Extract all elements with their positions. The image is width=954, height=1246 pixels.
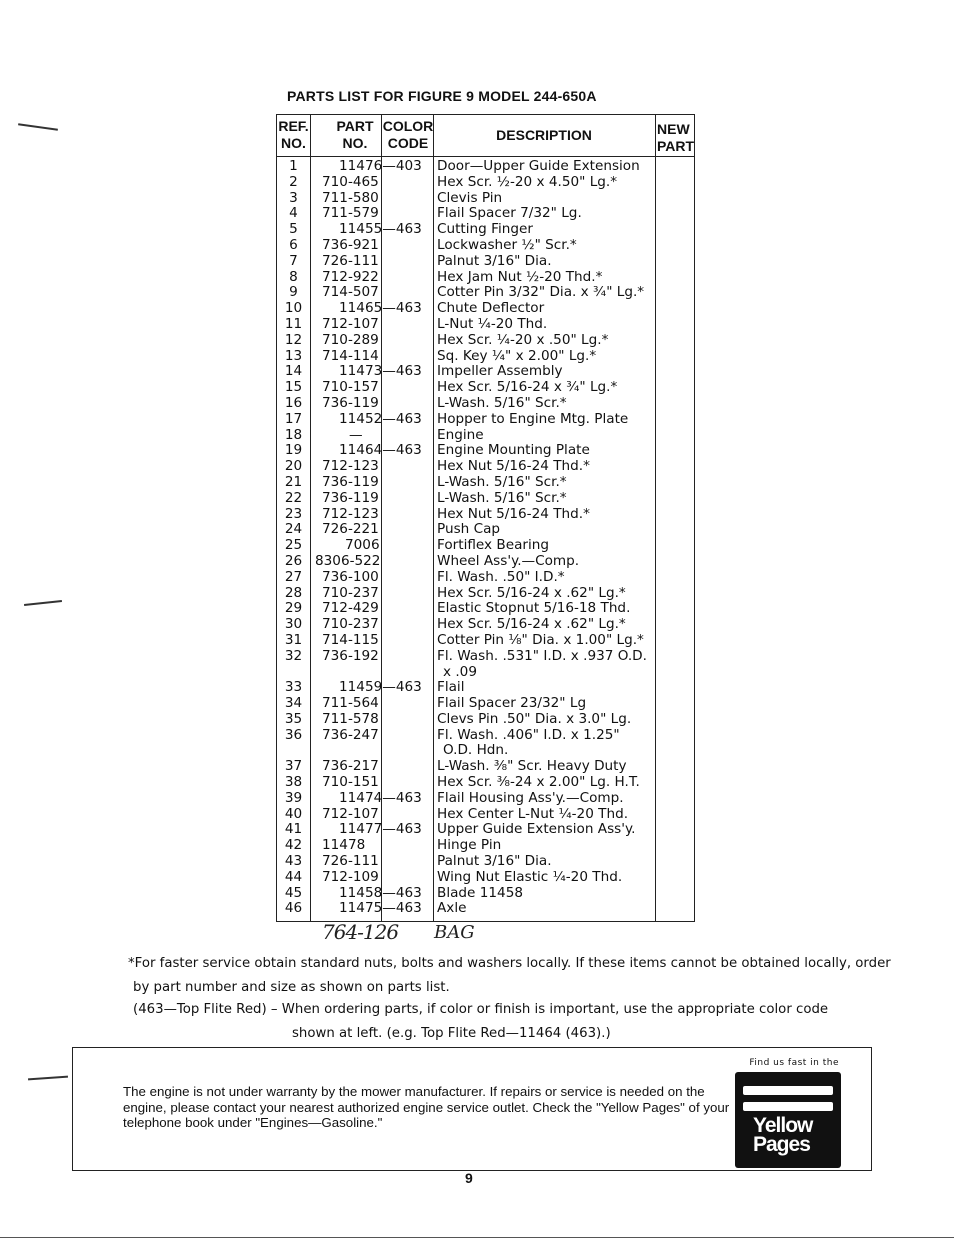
logo-line-1: Yellow bbox=[753, 1114, 813, 1137]
part-description: x .09 bbox=[443, 663, 477, 680]
ref-number: 30 bbox=[284, 616, 303, 633]
part-number: 712-107 bbox=[322, 805, 379, 822]
table-row bbox=[277, 522, 694, 538]
handwritten-note: 764-126 bbox=[322, 920, 399, 944]
part-description: Chute Deflector bbox=[437, 300, 545, 317]
ref-number: 8 bbox=[289, 268, 298, 285]
ref-number: 34 bbox=[284, 695, 303, 712]
logo-band bbox=[743, 1086, 833, 1095]
part-number: 736-217 bbox=[322, 758, 379, 775]
part-description: Engine Mounting Plate bbox=[437, 442, 590, 459]
part-number: 11473—463 bbox=[339, 363, 422, 380]
part-description: Fortiflex Bearing bbox=[437, 537, 550, 554]
header-new-part bbox=[657, 121, 695, 155]
part-description: Hex Nut 5/16-24 Thd.* bbox=[437, 458, 590, 475]
header-new-line1: NEW bbox=[657, 121, 690, 137]
part-description: Fl. Wash. .406" I.D. x 1.25" bbox=[437, 726, 620, 743]
part-number: 11465—463 bbox=[339, 300, 422, 317]
part-description: Hex Scr. 5/16-24 x .62" Lg.* bbox=[437, 616, 626, 633]
table-row bbox=[277, 538, 694, 554]
part-description: Hex Nut 5/16-24 Thd.* bbox=[437, 505, 590, 522]
part-description: Palnut 3/16" Dia. bbox=[437, 853, 552, 870]
header-part-line2: NO. bbox=[342, 135, 368, 151]
ref-number: 41 bbox=[284, 821, 303, 838]
table-row bbox=[277, 728, 694, 744]
part-number: 712-123 bbox=[322, 505, 379, 522]
parts-list-title: PARTS LIST FOR FIGURE 9 MODEL 244-650A bbox=[287, 88, 597, 104]
table-row bbox=[277, 570, 694, 586]
ref-number: 19 bbox=[284, 442, 303, 459]
part-description: Elastic Stopnut 5/16-18 Thd. bbox=[437, 600, 631, 617]
part-description: L-Wash. 5/16" Scr.* bbox=[437, 473, 567, 490]
table-row bbox=[277, 175, 694, 191]
table-row bbox=[277, 901, 694, 917]
part-description: O.D. Hdn. bbox=[443, 742, 509, 759]
part-description: L-Nut ¼-20 Thd. bbox=[437, 315, 548, 332]
part-description: Wheel Ass'y.—Comp. bbox=[437, 552, 580, 569]
part-description: L-Wash. 5/16" Scr.* bbox=[437, 394, 567, 411]
ref-number: 35 bbox=[284, 710, 303, 727]
part-number: 712-109 bbox=[322, 868, 379, 885]
part-number: 710-237 bbox=[322, 584, 379, 601]
ref-number: 24 bbox=[284, 521, 303, 538]
header-color-line1: COLOR bbox=[382, 118, 434, 134]
part-number: 736-921 bbox=[322, 236, 379, 253]
part-number: 736-119 bbox=[322, 473, 379, 490]
part-number: 7006 bbox=[345, 537, 380, 554]
part-number: 736-119 bbox=[322, 394, 379, 411]
table-row bbox=[277, 807, 694, 823]
part-number: 710-289 bbox=[322, 331, 379, 348]
logo-text bbox=[753, 1116, 812, 1154]
ref-number: 14 bbox=[284, 363, 303, 380]
part-description: Cotter Pin 3/32" Dia. x ¾" Lg.* bbox=[437, 284, 645, 301]
table-row bbox=[277, 159, 694, 175]
table-row bbox=[277, 380, 694, 396]
ref-number: 26 bbox=[284, 552, 303, 569]
part-number: 711-564 bbox=[322, 695, 379, 712]
ref-number: 21 bbox=[284, 473, 303, 490]
parts-table bbox=[276, 114, 695, 922]
part-number: 11476—403 bbox=[339, 158, 422, 174]
ref-number: 28 bbox=[284, 584, 303, 601]
ref-number: 46 bbox=[284, 900, 303, 917]
table-row bbox=[277, 459, 694, 475]
part-description: Upper Guide Extension Ass'y. bbox=[437, 821, 636, 838]
part-description: Hex Scr. ¼-20 x .50" Lg.* bbox=[437, 331, 609, 348]
part-number: 714-115 bbox=[322, 631, 379, 648]
table-row bbox=[277, 222, 694, 238]
table-row bbox=[277, 254, 694, 270]
part-number: 714-507 bbox=[322, 284, 379, 301]
scan-mark bbox=[18, 123, 58, 131]
part-description: Axle bbox=[437, 900, 467, 917]
ref-number: 23 bbox=[284, 505, 303, 522]
part-number: 11459—463 bbox=[339, 679, 422, 696]
part-number: 11455—463 bbox=[339, 221, 422, 238]
ref-number: 32 bbox=[284, 647, 303, 664]
notice-text: The engine is not under warranty by the mower manufacturer. If repairs or service is needed on the engine, please contact your nearest authorized engine service outlet. Check the "Yellow Pages" of your telephone book under "Engines—Gasoline." bbox=[123, 1084, 730, 1130]
footnote-line-1: *For faster service obtain standard nuts, bolts and washers locally. If these items cannot be obtained locally, order bbox=[128, 956, 891, 971]
table-row bbox=[277, 364, 694, 380]
ref-number: 22 bbox=[284, 489, 303, 506]
part-number: 726-111 bbox=[322, 252, 379, 269]
parts-rows bbox=[277, 159, 694, 917]
table-row bbox=[277, 333, 694, 349]
header-ref bbox=[277, 118, 310, 152]
table-row bbox=[277, 317, 694, 333]
ref-number: 45 bbox=[284, 884, 303, 901]
part-number: 736-119 bbox=[322, 489, 379, 506]
table-row bbox=[277, 696, 694, 712]
part-description: Flail bbox=[437, 679, 465, 696]
part-number: 712-429 bbox=[322, 600, 379, 617]
part-description: Cutting Finger bbox=[437, 221, 533, 238]
ref-number: 25 bbox=[284, 537, 303, 554]
table-row bbox=[277, 743, 694, 759]
header-ref-line2: NO. bbox=[281, 135, 306, 151]
find-us-caption: Find us fast in the bbox=[749, 1058, 839, 1068]
ref-number: 43 bbox=[284, 853, 303, 870]
header-description: DESCRIPTION bbox=[496, 127, 592, 143]
table-row bbox=[277, 633, 694, 649]
part-number: 11474—463 bbox=[339, 789, 422, 806]
table-row bbox=[277, 270, 694, 286]
table-row bbox=[277, 475, 694, 491]
header-color-line2: CODE bbox=[387, 135, 429, 151]
ref-number: 3 bbox=[289, 189, 298, 206]
ref-number: 11 bbox=[284, 315, 303, 332]
yellow-pages-logo bbox=[735, 1072, 841, 1168]
part-number: 11478 bbox=[322, 837, 366, 854]
table-row bbox=[277, 759, 694, 775]
footnote-line-3: (463—Top Flite Red) – When ordering parts, if color or finish is important, use the appropriate color code bbox=[133, 1002, 829, 1017]
part-description: Hex Center L-Nut ¼-20 Thd. bbox=[437, 805, 629, 822]
table-row bbox=[277, 507, 694, 523]
part-number: 11452—463 bbox=[339, 410, 422, 427]
part-number: 712-107 bbox=[322, 315, 379, 332]
part-description: Clevs Pin .50" Dia. x 3.0" Lg. bbox=[437, 710, 632, 727]
table-row bbox=[277, 238, 694, 254]
part-description: L-Wash. 5/16" Scr.* bbox=[437, 489, 567, 506]
ref-number: 20 bbox=[284, 458, 303, 475]
ref-number: 7 bbox=[289, 252, 298, 269]
part-description: Hex Scr. ½-20 x 4.50" Lg.* bbox=[437, 173, 618, 190]
header-ref-line1: REF. bbox=[278, 118, 309, 134]
part-number: 11464—463 bbox=[339, 442, 422, 459]
ref-number: 9 bbox=[289, 284, 298, 301]
part-number: 11477—463 bbox=[339, 821, 422, 838]
logo-line-2: Pages bbox=[753, 1133, 810, 1156]
table-row bbox=[277, 854, 694, 870]
header-part-line1: PART bbox=[336, 118, 374, 134]
part-description: Hex Scr. 5/16-24 x .62" Lg.* bbox=[437, 584, 626, 601]
footnote-line-2: by part number and size as shown on parts list. bbox=[133, 980, 450, 995]
ref-number: 17 bbox=[284, 410, 303, 427]
part-number: 736-247 bbox=[322, 726, 379, 743]
table-row bbox=[277, 712, 694, 728]
table-row bbox=[277, 649, 694, 665]
ref-number: 33 bbox=[284, 679, 303, 696]
table-row bbox=[277, 206, 694, 222]
part-description: Lockwasher ½" Scr.* bbox=[437, 236, 577, 253]
table-row bbox=[277, 443, 694, 459]
ref-number: 40 bbox=[284, 805, 303, 822]
table-row bbox=[277, 301, 694, 317]
scan-mark bbox=[24, 600, 62, 606]
part-number: 710-157 bbox=[322, 379, 379, 396]
part-description: Blade 11458 bbox=[437, 884, 523, 901]
table-row bbox=[277, 601, 694, 617]
part-description: Palnut 3/16" Dia. bbox=[437, 252, 552, 269]
ref-number: 44 bbox=[284, 868, 303, 885]
table-row bbox=[277, 412, 694, 428]
part-description: Clevis Pin bbox=[437, 189, 503, 206]
part-description: Cotter Pin ⅛" Dia. x 1.00" Lg.* bbox=[437, 631, 644, 648]
part-number: 710-151 bbox=[322, 774, 379, 791]
ref-number: 37 bbox=[284, 758, 303, 775]
table-row bbox=[277, 838, 694, 854]
part-description: Hex Scr. 5/16-24 x ¾" Lg.* bbox=[437, 379, 618, 396]
table-row bbox=[277, 285, 694, 301]
ref-number: 39 bbox=[284, 789, 303, 806]
ref-number: 29 bbox=[284, 600, 303, 617]
ref-number: 4 bbox=[289, 205, 298, 222]
table-row bbox=[277, 349, 694, 365]
ref-number: 31 bbox=[284, 631, 303, 648]
part-description: Fl. Wash. .531" I.D. x .937 O.D. bbox=[437, 647, 647, 664]
part-number: 736-100 bbox=[322, 568, 379, 585]
table-row bbox=[277, 586, 694, 602]
header-new-line2: PART bbox=[657, 138, 695, 154]
part-number: 11475—463 bbox=[339, 900, 422, 917]
header-divider bbox=[277, 156, 694, 157]
footnote-line-4: shown at left. (e.g. Top Flite Red—11464 (463).) bbox=[292, 1026, 611, 1041]
ref-number: 27 bbox=[284, 568, 303, 585]
part-number: — bbox=[349, 426, 363, 443]
table-row bbox=[277, 617, 694, 633]
table-row bbox=[277, 680, 694, 696]
part-number: 736-192 bbox=[322, 647, 379, 664]
part-description: Hopper to Engine Mtg. Plate bbox=[437, 410, 629, 427]
table-row bbox=[277, 665, 694, 681]
page-bottom-line bbox=[0, 1237, 954, 1238]
part-number: 711-578 bbox=[322, 710, 379, 727]
table-row bbox=[277, 822, 694, 838]
part-number: 712-922 bbox=[322, 268, 379, 285]
ref-number: 15 bbox=[284, 379, 303, 396]
table-row bbox=[277, 554, 694, 570]
ref-number: 12 bbox=[284, 331, 303, 348]
ref-number: 10 bbox=[284, 300, 303, 317]
part-description: Fl. Wash. .50" I.D.* bbox=[437, 568, 565, 585]
part-number: 714-114 bbox=[322, 347, 379, 364]
scan-mark bbox=[28, 1076, 68, 1081]
part-description: Sq. Key ¼" x 2.00" Lg.* bbox=[437, 347, 597, 364]
table-row bbox=[277, 775, 694, 791]
ref-number: 18 bbox=[284, 426, 303, 443]
table-row bbox=[277, 791, 694, 807]
part-description: Flail Spacer 7/32" Lg. bbox=[437, 205, 582, 222]
part-description: Push Cap bbox=[437, 521, 501, 538]
part-description: Engine bbox=[437, 426, 484, 443]
part-number: 11458—463 bbox=[339, 884, 422, 901]
part-description: Hex Jam Nut ½-20 Thd.* bbox=[437, 268, 603, 285]
part-description: Flail Spacer 23/32" Lg bbox=[437, 695, 587, 712]
part-description: Wing Nut Elastic ¼-20 Thd. bbox=[437, 868, 623, 885]
page-number: 9 bbox=[465, 1170, 473, 1186]
table-row bbox=[277, 491, 694, 507]
part-number: 711-579 bbox=[322, 205, 379, 222]
ref-number: 36 bbox=[284, 726, 303, 743]
table-row bbox=[277, 886, 694, 902]
part-number: 726-111 bbox=[322, 853, 379, 870]
part-description: Door—Upper Guide Extension bbox=[437, 158, 640, 174]
header-color bbox=[381, 118, 435, 152]
ref-number: 6 bbox=[289, 236, 298, 253]
handwritten-note-2: BAG bbox=[434, 922, 475, 943]
part-number: 711-580 bbox=[322, 189, 379, 206]
table-row bbox=[277, 396, 694, 412]
ref-number: 38 bbox=[284, 774, 303, 791]
part-description: Impeller Assembly bbox=[437, 363, 563, 380]
table-row bbox=[277, 870, 694, 886]
part-number: 712-123 bbox=[322, 458, 379, 475]
table-row bbox=[277, 428, 694, 444]
ref-number: 13 bbox=[284, 347, 303, 364]
part-number: 710-237 bbox=[322, 616, 379, 633]
part-number: 726-221 bbox=[322, 521, 379, 538]
ref-number: 2 bbox=[289, 173, 298, 190]
part-description: Flail Housing Ass'y.—Comp. bbox=[437, 789, 624, 806]
engine-warranty-notice bbox=[72, 1047, 872, 1171]
logo-band bbox=[743, 1102, 833, 1111]
ref-number: 16 bbox=[284, 394, 303, 411]
ref-number: 5 bbox=[289, 221, 298, 238]
header-part bbox=[329, 118, 381, 152]
part-number: 8306-522 bbox=[315, 552, 381, 569]
part-description: Hex Scr. ⅜-24 x 2.00" Lg. H.T. bbox=[437, 774, 640, 791]
part-description: Hinge Pin bbox=[437, 837, 502, 854]
part-description: L-Wash. ⅜" Scr. Heavy Duty bbox=[437, 758, 627, 775]
ref-number: 42 bbox=[284, 837, 303, 854]
ref-number: 1 bbox=[289, 158, 298, 174]
part-number: 710-465 bbox=[322, 173, 379, 190]
table-row bbox=[277, 191, 694, 207]
